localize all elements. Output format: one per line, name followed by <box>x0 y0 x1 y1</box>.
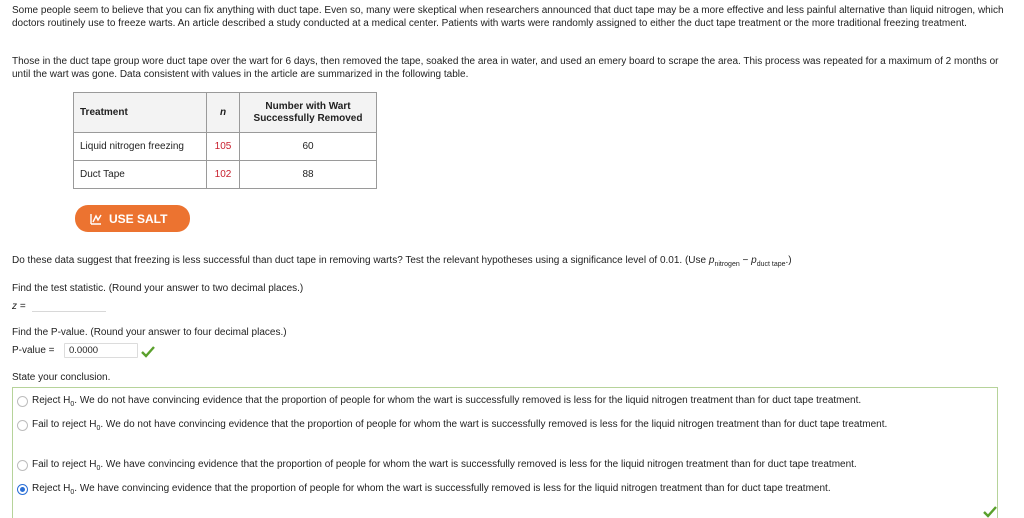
radio-button-selected[interactable] <box>17 484 28 495</box>
header-removed <box>240 93 377 133</box>
z-input[interactable] <box>32 311 106 312</box>
p-sub-nitrogen: nitrogen <box>714 261 740 268</box>
option-body: . We do not have convincing evidence that the proportion of people for whom the wart is successfully removed is less for the liquid nitrogen treatment than for duct tape treatment. <box>100 419 888 430</box>
pvalue-prompt: Find the P-value. (Round your answer to four decimal places.) <box>12 327 287 338</box>
intro-paragraph-1: Some people seem to believe that you can fix anything with duct tape. Even so, many were skeptical when researchers announced that duct tape may be a more effective and less painful alternative than liquid nitrogen, which doctors routinely use to freeze warts. An article described a study conducted at a medical center. Patients with warts were randomly assigned to either the duct tape treatment or the more traditional freezing treatment. <box>12 5 1004 29</box>
cell-treatment: Duct Tape <box>74 161 207 189</box>
cell-removed: 88 <box>240 161 377 189</box>
option-prefix: Fail to reject H <box>32 459 97 470</box>
data-table <box>73 92 377 189</box>
option-body: . We have convincing evidence that the proportion of people for whom the wart is successfully removed is less for the liquid nitrogen treatment than for duct tape treatment. <box>74 483 831 494</box>
header-treatment: Treatment <box>74 93 207 133</box>
cell-n: 105 <box>207 133 240 161</box>
pvalue-input[interactable]: 0.0000 <box>64 343 138 358</box>
salt-chart-icon <box>89 212 103 226</box>
check-icon <box>141 346 155 358</box>
p-symbol-1: p <box>708 255 715 266</box>
radio-button[interactable] <box>17 396 28 407</box>
header-removed-line2: Successfully Removed <box>253 112 363 124</box>
option-body: . We have convincing evidence that the proportion of people for whom the wart is successfully removed is less for the liquid nitrogen treatment than for duct tape treatment. <box>100 459 857 470</box>
option-text <box>32 480 831 502</box>
option-4[interactable] <box>17 483 831 502</box>
option-1[interactable] <box>17 395 861 414</box>
option-prefix: Reject H <box>32 483 71 494</box>
option-body: . We do not have convincing evidence that the proportion of people for whom the wart is successfully removed is less for the liquid nitrogen treatment than for duct tape treatment. <box>74 395 862 406</box>
minus-sign: − <box>739 255 752 266</box>
header-n: n <box>207 93 240 133</box>
option-sub: 0 <box>70 401 75 408</box>
conclusion-options <box>12 387 998 518</box>
radio-button[interactable] <box>17 460 28 471</box>
question-suffix: .) <box>785 255 792 266</box>
use-salt-button[interactable] <box>75 205 190 232</box>
table-row <box>74 133 377 161</box>
option-2[interactable] <box>17 419 977 438</box>
radio-button[interactable] <box>17 420 28 431</box>
hypothesis-question <box>12 255 792 268</box>
p-sub-duct-tape: duct tape <box>756 261 786 268</box>
option-prefix: Reject H <box>32 395 71 406</box>
cell-n: 102 <box>207 161 240 189</box>
option-3[interactable] <box>17 459 857 478</box>
check-icon <box>983 506 997 518</box>
option-sub: 0 <box>70 489 75 496</box>
p-symbol-2: p <box>751 255 757 266</box>
option-text <box>32 456 857 478</box>
test-stat-prompt: Find the test statistic. (Round your answer to two decimal places.) <box>12 283 304 294</box>
intro-paragraph-2: Those in the duct tape group wore duct tape over the wart for 6 days, then removed the tape, soaked the area in water, and used an emery board to scrape the area. This process was repeated for a maximum of 2 months or until the wart was gone. Data consistent with values in the article are summarized in the following table. <box>12 56 999 80</box>
table-row <box>74 161 377 189</box>
pvalue-label: P-value = <box>12 345 55 356</box>
cell-removed: 60 <box>240 133 377 161</box>
header-removed-line1: Number with Wart <box>265 100 351 112</box>
cell-treatment: Liquid nitrogen freezing <box>74 133 207 161</box>
option-sub: 0 <box>96 465 101 472</box>
conclusion-prompt: State your conclusion. <box>12 372 111 383</box>
option-prefix: Fail to reject H <box>32 419 97 430</box>
option-sub: 0 <box>96 425 101 432</box>
use-salt-label: USE SALT <box>109 211 168 226</box>
option-text <box>32 392 861 414</box>
z-label: z = <box>12 301 26 312</box>
question-prefix: Do these data suggest that freezing is less successful than duct tape in removing warts? Test the relevant hypotheses using a significance level of 0.01. (Use <box>12 255 709 266</box>
option-text <box>32 416 887 438</box>
table-header-row <box>74 93 377 133</box>
